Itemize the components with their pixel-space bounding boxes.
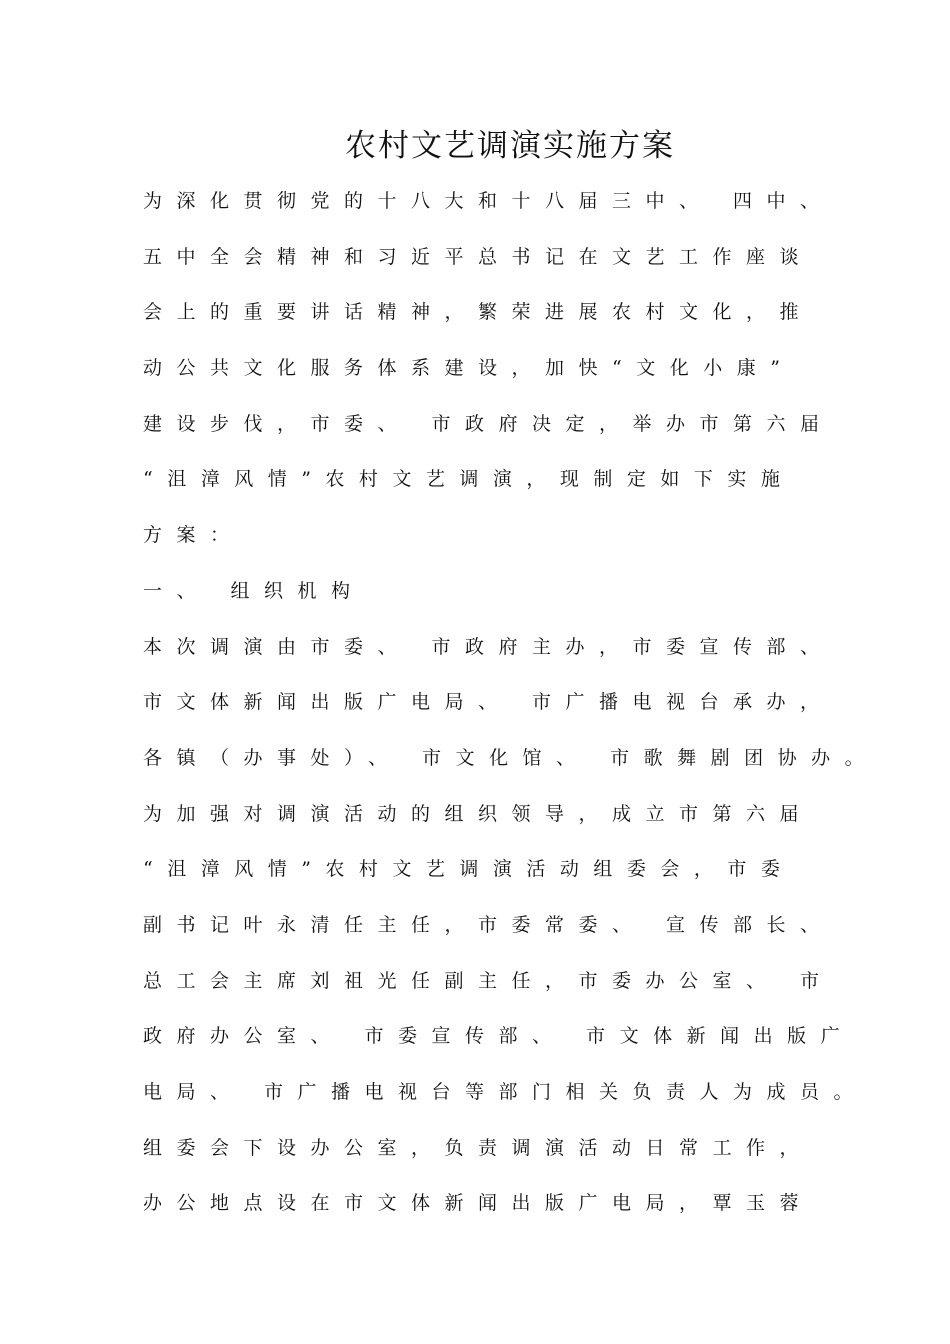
paragraph-line: 各镇（办事处）、 市文化馆、 市歌舞剧团协办。 bbox=[143, 746, 879, 769]
paragraph-line: “沮漳风情”农村文艺调演，现制定如下实施 bbox=[143, 468, 795, 491]
paragraph-line: “沮漳风情”农村文艺调演活动组委会，市委 bbox=[143, 858, 795, 881]
paragraph-line: 方案： bbox=[143, 524, 244, 547]
document-title: 农村文艺调演实施方案 bbox=[345, 128, 675, 164]
document-body bbox=[143, 182, 879, 1240]
section-heading: 一、 组织机构 bbox=[143, 579, 365, 602]
paragraph-line: 本次调演由市委、 市政府主办，市委宣传部、 bbox=[143, 635, 834, 658]
paragraph-line: 建设步伐，市委、 市政府决定，举办市第六届 bbox=[143, 412, 834, 435]
paragraph-line: 市文体新闻出版广电局、 市广播电视台承办， bbox=[143, 691, 834, 714]
paragraph-line: 为深化贯彻党的十八大和十八届三中、 四中、 bbox=[143, 190, 834, 212]
paragraph-line: 副书记叶永清任主任，市委常委、 宣传部长、 bbox=[143, 913, 834, 936]
paragraph-line: 动公共文化服务体系建设，加快“文化小康” bbox=[143, 357, 795, 380]
paragraph-line: 政府办公室、 市委宣传部、 市文体新闻出版广 bbox=[143, 1025, 855, 1048]
paragraph-line: 五中全会精神和习近平总书记在文艺工作座谈 bbox=[143, 245, 814, 268]
paragraph-line: 会上的重要讲话精神，繁荣进展农村文化，推 bbox=[143, 301, 814, 324]
paragraph-line: 电局、 市广播电视台等部门相关负责人为成员。 bbox=[143, 1081, 868, 1103]
paragraph-line: 总工会主席刘祖光任副主任，市委办公室、 市 bbox=[143, 969, 834, 992]
paragraph-line: 组委会下设办公室，负责调演活动日常工作， bbox=[143, 1136, 814, 1159]
paragraph-line: 为加强对调演活动的组织领导，成立市第六届 bbox=[143, 802, 814, 825]
paragraph-line: 办公地点设在市文体新闻出版广电局，覃玉蓉 bbox=[143, 1192, 814, 1215]
